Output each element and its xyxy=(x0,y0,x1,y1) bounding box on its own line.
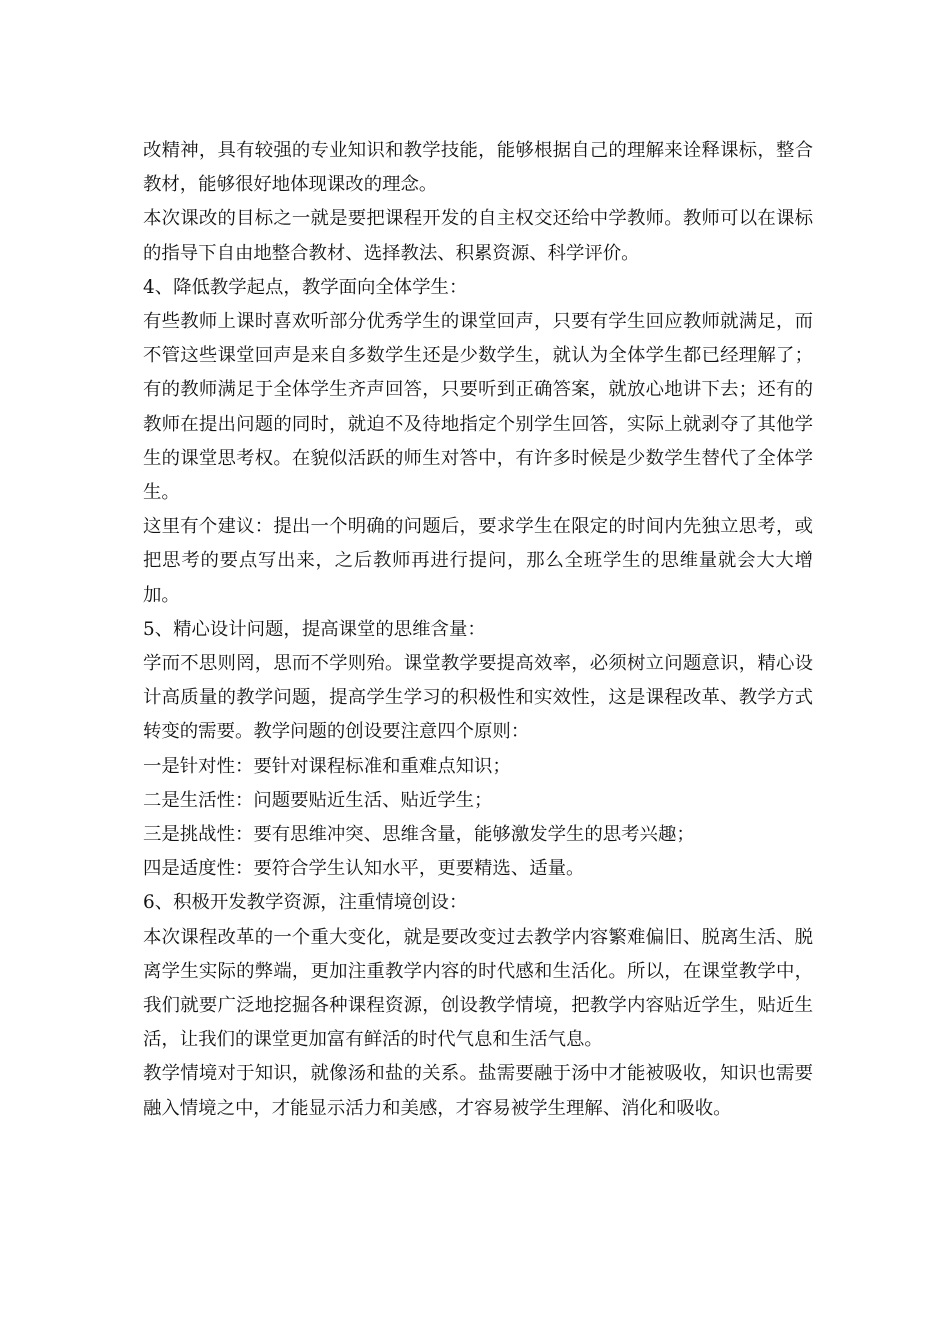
section-heading: 4、降低教学起点，教学面向全体学生： xyxy=(143,276,468,298)
paragraph: 改精神，具有较强的专业知识和教学技能，能够根据自己的理解来诠释课标，整合教材，能够很好地体现课改的理念。 xyxy=(143,140,813,196)
paragraph: 有些教师上课时喜欢听部分优秀学生的课堂回声，只要有学生回应教师就满足，而不管这些课堂回声是来自多数学生还是少数学生，就认为全体学生都已经理解了；有的教师满足于全体学生齐声回答，只要听到正确答案，就放心地讲下去；还有的教师在提出问题的同时，就迫不及待地指定个别学生回答，实际上就剥夺了其他学生的课堂思考权。在貌似活跃的师生对答中，有许多时候是少数学生替代了全体学生。 xyxy=(143,311,813,504)
list-item: 一是针对性：要针对课程标准和重难点知识； xyxy=(143,755,511,777)
section-heading: 6、积极开发教学资源，注重情境创设： xyxy=(143,892,468,914)
document-body xyxy=(143,134,813,1126)
list-item: 三是挑战性：要有思维冲突、思维含量，能够激发学生的思考兴趣； xyxy=(143,824,695,846)
paragraph: 学而不思则罔，思而不学则殆。课堂教学要提高效率，必须树立问题意识，精心设计高质量的教学问题，提高学生学习的积极性和实效性，这是课程改革、教学方式转变的需要。教学问题的创设要注意四个原则： xyxy=(143,653,813,743)
list-item: 四是适度性：要符合学生认知水平，更要精选、适量。 xyxy=(143,858,585,880)
paragraph: 本次课改的目标之一就是要把课程开发的自主权交还给中学教师。教师可以在课标的指导下自由地整合教材、选择教法、积累资源、科学评价。 xyxy=(143,208,813,264)
section-heading: 5、精心设计问题，提高课堂的思维含量： xyxy=(143,618,486,640)
paragraph: 教学情境对于知识，就像汤和盐的关系。盐需要融于汤中才能被吸收，知识也需要融入情境之中，才能显示活力和美感，才容易被学生理解、消化和吸收。 xyxy=(143,1063,813,1119)
paragraph: 本次课程改革的一个重大变化，就是要改变过去教学内容繁难偏旧、脱离生活、脱离学生实际的弊端，更加注重教学内容的时代感和生活化。所以，在课堂教学中，我们就要广泛地挖掘各种课程资源，创设教学情境，把教学内容贴近学生，贴近生活，让我们的课堂更加富有鲜活的时代气息和生活气息。 xyxy=(143,926,813,1051)
list-item: 二是生活性：问题要贴近生活、贴近学生； xyxy=(143,789,493,811)
paragraph: 这里有个建议：提出一个明确的问题后，要求学生在限定的时间内先独立思考，或把思考的要点写出来，之后教师再进行提问，那么全班学生的思维量就会大大增加。 xyxy=(143,516,813,606)
